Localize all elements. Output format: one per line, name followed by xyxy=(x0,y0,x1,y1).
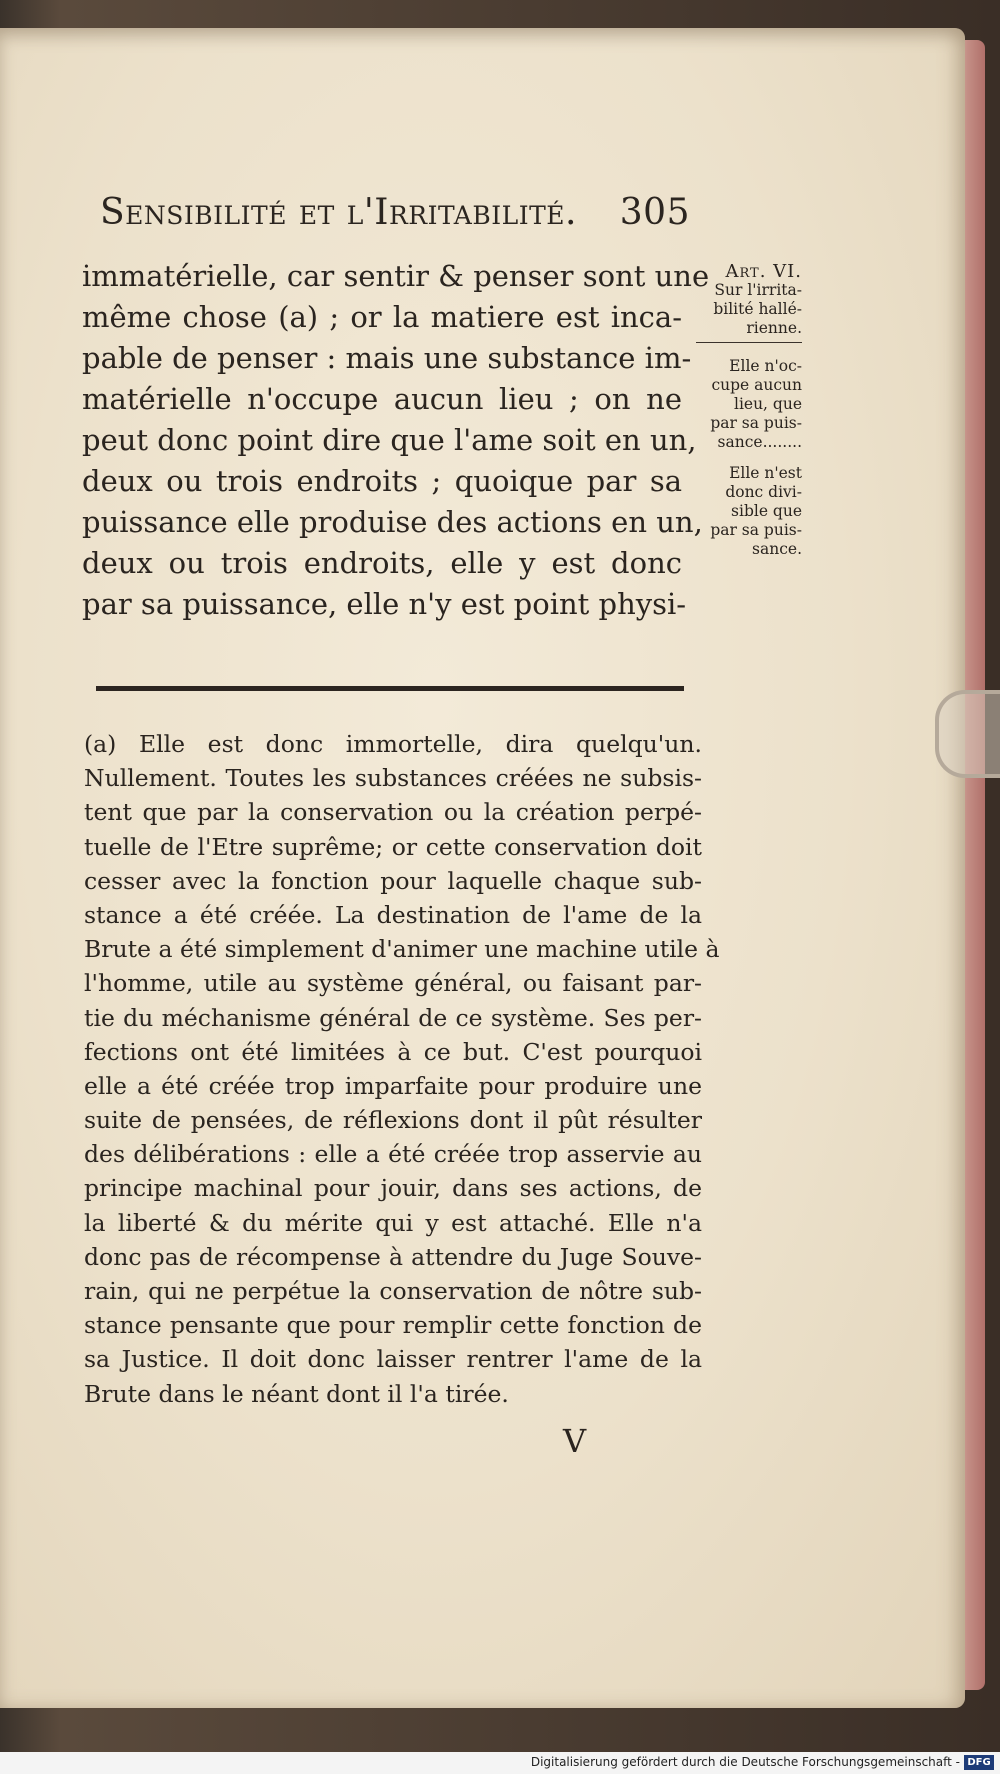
header-title: Sensibilité et l'Irritabilité. xyxy=(100,192,577,233)
footnote-line: (a) Elle est donc immortelle, dira quelqu'un. xyxy=(84,730,702,758)
footnote xyxy=(84,727,720,1411)
footnote-line: rain, qui ne perpétue la conservation de nôtre sub- xyxy=(84,1277,702,1305)
marginal-note-line: par sa puis- xyxy=(710,521,802,539)
footnote-line: tent que par la conservation ou la création perpé- xyxy=(84,798,702,827)
marginal-note-line: Elle n'est xyxy=(729,464,802,482)
main-text-line: même chose (a) ; or la matiere est inca- xyxy=(82,300,682,334)
footnote-line: Nullement. Toutes les substances créées ne subsis- xyxy=(84,764,702,793)
footnote-separator xyxy=(96,686,684,691)
main-text-line: par sa puissance, elle n'y est point physi- xyxy=(82,587,687,621)
footnote-line: donc pas de récompense à attendre du Juge Souve- xyxy=(84,1242,702,1271)
marginal-gap xyxy=(684,452,802,464)
book-clasp xyxy=(935,690,1000,778)
marginal-note-line: donc divi- xyxy=(725,483,802,501)
footnote-line: stance a été créée. La destination de l'ame de la xyxy=(84,900,702,929)
marginal-note-line: rienne. xyxy=(746,319,802,337)
marginal-note-line: cupe aucun xyxy=(711,376,802,394)
marginal-note-line: sance. xyxy=(752,540,802,558)
dfg-logo-icon: DFG xyxy=(964,1755,994,1770)
running-header xyxy=(100,192,690,236)
main-text-line: deux ou trois endroits ; quoique par sa xyxy=(82,464,682,498)
footnote-line: tuelle de l'Etre suprême; or cette conservation doit xyxy=(84,832,702,861)
footnote-line: Brute a été simplement d'animer une machine utile à xyxy=(84,935,720,964)
main-text-line: immatérielle, car sentir & penser sont une xyxy=(82,259,710,293)
footnote-line: tie du méchanisme général de ce système. Ses per- xyxy=(84,1003,702,1032)
marginal-note-line: Art. VI. xyxy=(725,261,802,282)
digitization-credit: Digitalisierung gefördert durch die Deutsche Forschungsgemeinschaft - xyxy=(530,1755,960,1769)
marginal-note xyxy=(684,357,802,452)
footnote-line: suite de pensées, de réflexions dont il pût résulter xyxy=(84,1106,702,1135)
marginal-note-line: sible que xyxy=(731,502,802,520)
main-text-line: deux ou trois endroits, elle y est donc xyxy=(82,546,682,580)
footnote-line: cesser avec la fonction pour laquelle chaque sub- xyxy=(84,866,702,895)
catchword: V xyxy=(563,1422,587,1460)
marginal-note-line: lieu, que xyxy=(733,395,802,413)
main-text-line: peut donc point dire que l'ame soit en un, xyxy=(82,423,697,457)
footnote-line: stance pensante que pour remplir cette fonction de xyxy=(84,1311,702,1340)
main-text-line: matérielle n'occupe aucun lieu ; on ne xyxy=(82,382,682,416)
footnote-line: fections ont été limitées à ce but. C'est pourquoi xyxy=(84,1037,702,1066)
marginal-notes xyxy=(684,262,802,571)
marginal-note xyxy=(684,262,802,338)
marginal-note xyxy=(684,464,802,559)
footnote-line: Brute dans le néant dont il l'a tirée. xyxy=(84,1379,509,1408)
footnote-line: l'homme, utile au système général, ou faisant par- xyxy=(84,969,702,998)
marginal-note-line: Elle n'oc- xyxy=(729,357,802,375)
page-number: 305 xyxy=(619,192,690,233)
main-text-line: puissance elle produise des actions en un, xyxy=(82,505,703,539)
footnote-line: principe machinal pour jouir, dans ses actions, de xyxy=(84,1174,702,1203)
footnote-line: elle a été créée trop imparfaite pour produire une xyxy=(84,1071,702,1100)
footnote-line: des délibérations : elle a été créée trop asservie au xyxy=(84,1140,702,1169)
main-text xyxy=(82,256,710,625)
marginal-gap xyxy=(684,559,802,571)
marginal-note-line: bilité hallé- xyxy=(713,300,802,318)
marginal-note-line: Sur l'irrita- xyxy=(714,281,802,299)
footnote-line: sa Justice. Il doit donc laisser rentrer l'ame de la xyxy=(84,1345,702,1374)
marginal-rule xyxy=(696,342,802,343)
marginal-note-line: par sa puis- xyxy=(710,414,802,432)
marginal-note-line: sance........ xyxy=(717,433,802,451)
footnote-line: la liberté & du mérite qui y est attaché. Elle n'a xyxy=(84,1208,702,1237)
main-text-line: pable de penser : mais une substance im- xyxy=(82,341,692,375)
